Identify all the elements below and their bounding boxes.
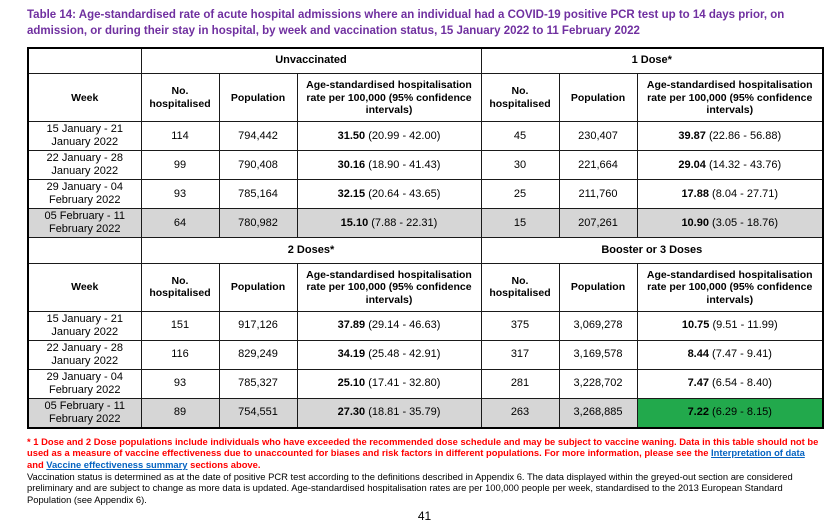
rate-cell <box>297 340 481 369</box>
rate-value: 34.19 <box>337 348 366 361</box>
value-cell: 317 <box>481 340 559 369</box>
rate-cell <box>297 209 481 238</box>
confidence-interval: (29.14 - 46.63) <box>368 319 441 332</box>
col-header-rate: Age-standardised hospitalisation rate per 100,000 (95% confidence intervals) <box>637 74 823 122</box>
rate-cell <box>297 180 481 209</box>
footnote-text: and <box>27 459 47 471</box>
rate-value: 31.50 <box>337 129 366 142</box>
value-cell: 375 <box>481 311 559 340</box>
col-header-population: Population <box>219 263 297 311</box>
rate-cell <box>637 209 823 238</box>
table-row-preliminary <box>28 209 823 238</box>
week-cell: 15 January - 21 January 2022 <box>28 122 141 151</box>
rate-value: 30.16 <box>337 158 366 171</box>
value-cell: 221,664 <box>559 151 637 180</box>
value-cell: 207,261 <box>559 209 637 238</box>
table-row <box>28 311 823 340</box>
rate-cell-highlighted <box>637 398 823 427</box>
rate-cell <box>637 122 823 151</box>
col-header-rate: Age-standardised hospitalisation rate per 100,000 (95% confidence intervals) <box>297 263 481 311</box>
confidence-interval: (3.05 - 18.76) <box>712 216 779 229</box>
col-header-rate: Age-standardised hospitalisation rate per 100,000 (95% confidence intervals) <box>637 263 823 311</box>
table-row <box>28 369 823 398</box>
confidence-interval: (20.64 - 43.65) <box>368 187 441 200</box>
value-cell: 794,442 <box>219 122 297 151</box>
report-page <box>0 8 825 522</box>
col-header-population: Population <box>559 74 637 122</box>
rate-value: 8.44 <box>687 348 709 361</box>
rate-value: 17.88 <box>681 187 709 200</box>
confidence-interval: (6.54 - 8.40) <box>712 377 772 390</box>
table-row <box>28 151 823 180</box>
value-cell: 116 <box>141 340 219 369</box>
rate-value: 15.10 <box>340 216 369 229</box>
table-row <box>28 74 823 122</box>
confidence-interval: (17.41 - 32.80) <box>368 377 441 390</box>
rate-cell <box>637 180 823 209</box>
value-cell: 917,126 <box>219 311 297 340</box>
value-cell: 829,249 <box>219 340 297 369</box>
page-title: Table 14: Age-standardised rate of acute hospital admissions where an individual had a COVID-19 positive PCR test up to 14 days prior, on admission, or during their stay in hospital, by week and vaccination status, 15 January 2022 to 11 February 2022 <box>27 9 785 37</box>
value-cell: 15 <box>481 209 559 238</box>
rate-cell <box>297 369 481 398</box>
rate-value: 39.87 <box>678 129 706 142</box>
col-header-week: Week <box>28 74 141 122</box>
rate-value: 25.10 <box>337 377 366 390</box>
rate-cell-highlighted <box>637 369 823 398</box>
rate-cell-highlighted <box>637 340 823 369</box>
value-cell: 263 <box>481 398 559 427</box>
value-cell: 45 <box>481 122 559 151</box>
week-cell: 29 January - 04 February 2022 <box>28 369 141 398</box>
rate-cell-highlighted <box>637 311 823 340</box>
value-cell: 211,760 <box>559 180 637 209</box>
value-cell: 30 <box>481 151 559 180</box>
col-header-no-hospitalised: No. hospitalised <box>481 74 559 122</box>
col-header-population: Population <box>559 263 637 311</box>
footnote-text: sections above. <box>187 459 261 471</box>
table-row-preliminary <box>28 398 823 427</box>
value-cell: 785,164 <box>219 180 297 209</box>
week-cell: 22 January - 28 January 2022 <box>28 151 141 180</box>
rate-cell <box>297 398 481 427</box>
rate-value: 37.89 <box>337 319 366 332</box>
value-cell: 281 <box>481 369 559 398</box>
value-cell: 780,982 <box>219 209 297 238</box>
value-cell: 64 <box>141 209 219 238</box>
footnote-dose-warning <box>27 436 819 471</box>
group-header-1-dose: 1 Dose* <box>481 48 823 74</box>
rate-value: 29.04 <box>678 158 706 171</box>
group-header-2-doses: 2 Doses* <box>141 237 481 263</box>
value-cell: 3,228,702 <box>559 369 637 398</box>
confidence-interval: (22.86 - 56.88) <box>708 129 782 142</box>
table-row <box>28 122 823 151</box>
col-header-no-hospitalised: No. hospitalised <box>141 263 219 311</box>
rate-value: 27.30 <box>337 406 366 419</box>
week-cell: 15 January - 21 January 2022 <box>28 311 141 340</box>
confidence-interval: (18.90 - 41.43) <box>368 158 441 171</box>
rate-cell <box>297 151 481 180</box>
group-header-booster: Booster or 3 Doses <box>481 237 823 263</box>
table-row <box>28 48 823 74</box>
rate-cell <box>297 311 481 340</box>
footnote-vaccination-status: Vaccination status is determined as at the date of positive PCR test according to the definitions described in Appendix 6. The data displayed within the greyed-out section are considered preliminary and are subject to change as more data is updated. Age-standardised hospitalisation rates are per 100,000 people per week, standardised to the 2013 European Standard Population (see Appendix 6). <box>27 470 793 505</box>
table-row <box>28 180 823 209</box>
value-cell: 3,069,278 <box>559 311 637 340</box>
value-cell: 3,268,885 <box>559 398 637 427</box>
group-header-unvaccinated: Unvaccinated <box>141 48 481 74</box>
rate-value: 32.15 <box>337 187 366 200</box>
rate-cell <box>637 151 823 180</box>
confidence-interval: (18.81 - 35.79) <box>368 406 441 419</box>
confidence-interval: (7.47 - 9.41) <box>712 348 772 361</box>
value-cell: 99 <box>141 151 219 180</box>
confidence-interval: (14.32 - 43.76) <box>708 158 782 171</box>
rate-value: 10.75 <box>681 319 710 332</box>
week-cell: 29 January - 04 February 2022 <box>28 180 141 209</box>
col-header-no-hospitalised: No. hospitalised <box>481 263 559 311</box>
table-row <box>28 340 823 369</box>
col-header-population: Population <box>219 74 297 122</box>
week-cell: 22 January - 28 January 2022 <box>28 340 141 369</box>
link-interpretation-of-data[interactable]: Interpretation of data <box>711 447 805 459</box>
value-cell: 89 <box>141 398 219 427</box>
link-vaccine-effectiveness-summary[interactable]: Vaccine effectiveness summary <box>46 459 188 471</box>
value-cell: 3,169,578 <box>559 340 637 369</box>
col-header-week: Week <box>28 263 141 311</box>
footnotes <box>27 436 819 506</box>
confidence-interval: (8.04 - 27.71) <box>712 187 779 200</box>
value-cell: 114 <box>141 122 219 151</box>
rate-value: 10.90 <box>681 216 709 229</box>
corner-cell <box>28 48 141 74</box>
col-header-rate: Age-standardised hospitalisation rate per 100,000 (95% confidence intervals) <box>297 74 481 122</box>
confidence-interval: (9.51 - 11.99) <box>712 319 778 332</box>
col-header-no-hospitalised: No. hospitalised <box>141 74 219 122</box>
confidence-interval: (6.29 - 8.15) <box>712 406 772 419</box>
page-number: 41 <box>417 508 432 523</box>
rate-value: 7.22 <box>687 406 709 419</box>
value-cell: 93 <box>141 180 219 209</box>
week-cell: 05 February - 11 February 2022 <box>28 398 141 427</box>
value-cell: 785,327 <box>219 369 297 398</box>
rate-value: 7.47 <box>687 377 709 390</box>
confidence-interval: (20.99 - 42.00) <box>368 129 441 142</box>
confidence-interval: (7.88 - 22.31) <box>371 216 438 229</box>
rate-cell <box>297 122 481 151</box>
week-cell: 05 February - 11 February 2022 <box>28 209 141 238</box>
corner-cell <box>28 237 141 263</box>
value-cell: 754,551 <box>219 398 297 427</box>
table-row <box>28 263 823 311</box>
value-cell: 790,408 <box>219 151 297 180</box>
table-row <box>28 237 823 263</box>
admissions-table <box>27 47 824 429</box>
value-cell: 151 <box>141 311 219 340</box>
value-cell: 230,407 <box>559 122 637 151</box>
footnote-text: * 1 Dose and 2 Dose populations include individuals who have exceeded the recommended dose schedule and may be subject to vaccine waning. Data in this table should not be used as a measure of vaccine effectiveness due to unaccounted for biases and risk factors in different populations. For more information, please see the <box>27 435 819 459</box>
value-cell: 93 <box>141 369 219 398</box>
confidence-interval: (25.48 - 42.91) <box>368 348 441 361</box>
value-cell: 25 <box>481 180 559 209</box>
